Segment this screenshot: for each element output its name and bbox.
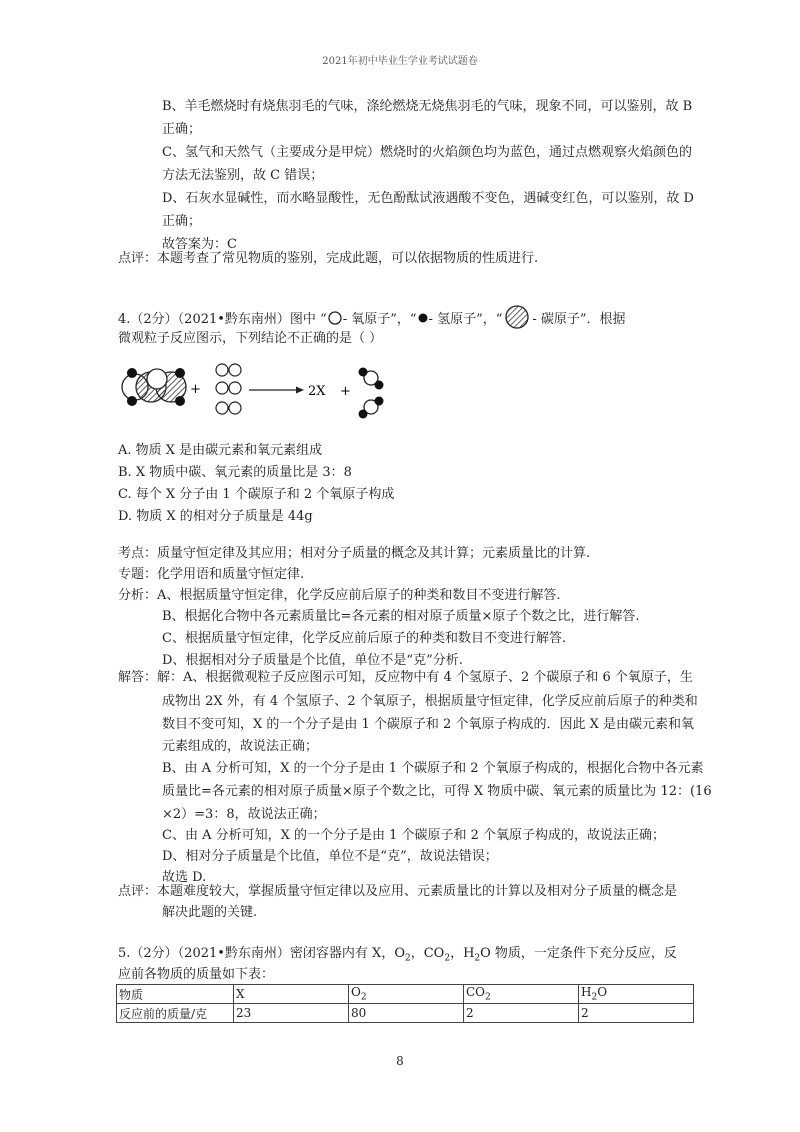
fenxi-label: 分析： <box>118 588 158 603</box>
prev-comment-text: 本题考查了常见物质的鉴别，完成此题，可以依据物质的性质进行. <box>157 251 539 266</box>
cell-co2: CO <box>466 985 486 1000</box>
oxygen-atom-icon <box>216 402 228 414</box>
q4-kaodian <box>118 545 590 563</box>
q4-jieda-line9: D、相对分子质量是个比值，单位不是“克”，故说法错误； <box>162 849 498 864</box>
q4-jieda-line5: B、由 A 分析可知，X 的一个分子是由 1 个碳原子和 2 个氧原子构成的，根据化合物中各元素 <box>162 761 704 776</box>
q4-dianping-line1 <box>118 883 677 901</box>
jieda-label: 解答： <box>118 670 158 685</box>
page-header: 2021年初中毕业生学业考试试题卷 <box>322 56 478 67</box>
table-cell: X <box>234 985 349 1004</box>
kaodian-text: 质量守恒定律及其应用；相对分子质量的概念及其计算；元素质量比的计算. <box>157 546 591 561</box>
table-cell: 物质 <box>117 985 234 1004</box>
prev-comment-label: 点评： <box>118 251 158 266</box>
q5-stem-part3: ，H <box>450 946 475 961</box>
hydrogen-atom-icon <box>359 368 368 377</box>
table-cell <box>349 985 464 1004</box>
q4-fenxi-c: C、根据质量守恒定律，化学反应前后原子的种类和数目不变进行解答. <box>162 631 567 646</box>
table-cell: 反应前的质量/克 <box>117 1004 234 1023</box>
oxygen-atom-icon <box>216 382 228 394</box>
table-row <box>117 1004 694 1023</box>
hydrogen-atom-icon <box>175 396 185 406</box>
oxygen-atom-icon <box>229 364 241 376</box>
hydrogen-atom-legend-icon <box>417 311 429 325</box>
oxygen-atom-icon <box>229 382 241 394</box>
cell-h2o-h: H <box>581 985 592 1000</box>
hydrogen-atom-icon <box>175 368 185 378</box>
dianping-text: 本题难度较大，掌握质量守恒定律以及应用、元素质量比的计算以及相对分子质量的概念是 <box>157 884 678 899</box>
q5-stem-part4: O 物质，一定条件下充分反应，反 <box>480 946 677 961</box>
cell-o2: O <box>351 985 361 1000</box>
hydrogen-atom-icon <box>359 410 368 419</box>
cell-sub: 2 <box>485 992 491 1003</box>
dianping-label: 点评： <box>118 884 158 899</box>
prev-d-line1: D、石灰水显碱性，而水略显酸性，无色酚酞试液遇酸不变色，遇碱变红色，可以鉴别，故 D <box>162 191 694 206</box>
prev-c-line2: 方法无法鉴别，故 C 错误； <box>162 168 324 183</box>
q5-sub: 2 <box>444 953 451 964</box>
zhuanti-text: 化学用语和质量守恒定律. <box>157 567 305 582</box>
prev-b-line1: B、羊毛燃烧时有烧焦羽毛的气味，涤纶燃烧无烧焦羽毛的气味，现象不同，可以鉴别，故 B <box>162 99 693 114</box>
table-cell <box>464 985 579 1004</box>
fenxi-a: A、根据质量守恒定律，化学反应前后原子的种类和数目不变进行解答. <box>157 588 561 603</box>
reaction-arrow <box>249 387 304 394</box>
reaction-diagram <box>118 363 398 433</box>
q4-option-c: C. 每个 X 分子由 1 个碳原子和 2 个氧原子构成 <box>118 487 395 502</box>
q4-dianping-line2: 解决此题的关键. <box>162 905 258 920</box>
q4-stem-part1: 4.（2分）（2021•黔东南州）图中 “ <box>118 312 327 327</box>
q4-fenxi-b: B、根据化合物中各元素质量比=各元素的相对原子质量×原子个数之比，进行解答. <box>162 609 640 624</box>
oxygen-atom-icon <box>229 402 241 414</box>
prev-b-line2: 正确； <box>162 122 202 137</box>
prev-comment <box>118 250 538 268</box>
prev-c-line1: C、氢气和天然气（主要成分是甲烷）燃烧时的火焰颜色均为蓝色，通过点燃观察火焰颜色的 <box>162 145 692 160</box>
zhuanti-label: 专题： <box>118 567 158 582</box>
hydrogen-atom-icon <box>127 396 137 406</box>
oxygen-atom-icon <box>216 364 228 376</box>
cell-h2o-o: O <box>597 985 608 1000</box>
plus-sign: + <box>340 384 351 399</box>
water-molecule <box>359 397 384 419</box>
oxygen-atom-icon <box>147 369 167 389</box>
q4-jieda-line10: 故选 D. <box>162 870 207 885</box>
q4-zhuanti <box>118 566 304 584</box>
table-cell: 80 <box>349 1004 464 1023</box>
q4-stem-part3: - 氢原子”，“ <box>428 312 503 327</box>
plus-sign: + <box>190 382 201 397</box>
q4-jieda-line2: 成物出 2X 外，有 4 个氢原子、2 个氧原子，根据质量守恒定律，化学反应前后原子的种类和 <box>162 694 698 709</box>
q4-stem-part4: - 碳原子”．根据 <box>532 312 626 327</box>
q4-stem-line1 <box>118 305 626 329</box>
table-cell: 2 <box>464 1004 579 1023</box>
table-cell <box>579 985 694 1004</box>
q4-jieda-line7: ×2）=3：8，故说法正确； <box>162 807 326 822</box>
q4-jieda-line1 <box>118 669 693 687</box>
q4-jieda-line3: 数目不变可知，X 的一个分子是由 1 个碳原子和 2 个氧原子构成的．因此 X 是由碳元素和氧 <box>162 717 694 732</box>
cell-sub: 2 <box>360 992 367 1003</box>
cell-sub: 2 <box>591 992 598 1003</box>
q5-stem-line1 <box>118 945 677 968</box>
q4-option-a: A. 物质 X 是由碳元素和氧元素组成 <box>118 443 323 458</box>
water-molecule <box>359 368 384 390</box>
oxygen-atom-legend-icon <box>327 311 343 325</box>
reactant-molecule-c2h4o2 <box>122 368 186 406</box>
table-cell: 2 <box>579 1004 694 1023</box>
q5-sub: 2 <box>404 953 411 964</box>
hydrogen-atom-icon <box>375 397 384 406</box>
prev-answer: 故答案为：C <box>162 237 237 252</box>
q5-sub: 2 <box>474 953 481 964</box>
hydrogen-atom-icon <box>127 368 137 378</box>
product-2x: 2X <box>308 384 326 399</box>
oxygen-molecules <box>216 364 241 414</box>
q4-fenxi-line1 <box>118 587 561 605</box>
q4-stem-line2: 微观粒子反应图示，下列结论不正确的是（ ） <box>118 331 383 346</box>
q5-stem-part2: ，CO <box>410 946 445 961</box>
q4-jieda-line8: C、由 A 分析可知，X 的一个分子是由 1 个碳原子和 2 个氧原子构成的，故说法正确； <box>162 828 666 843</box>
q4-option-b: B. X 物质中碳、氧元素的质量比是 3：8 <box>118 465 352 480</box>
page-number: 8 <box>396 1054 404 1068</box>
q4-jieda-line6: 质量比=各元素的相对原子质量×原子个数之比，可得 X 物质中碳、氧元素的质量比为 12：(16 <box>162 784 712 799</box>
kaodian-label: 考点： <box>118 546 158 561</box>
hydrogen-atom-icon <box>375 381 384 390</box>
table-row <box>117 985 694 1004</box>
q4-option-d: D. 物质 X 的相对分子质量是 44g <box>118 509 313 524</box>
q4-fenxi-d: D、根据相对分子质量是个比值，单位不是“克”分析. <box>162 653 463 668</box>
jieda-text: 解：A、根据微观粒子反应图示可知，反应物中有 4 个氢原子、2 个碳原子和 6 个氧原子，生 <box>157 670 693 685</box>
q5-stem-part1: 5.（2分）（2021•黔东南州）密闭容器内有 X，O <box>118 946 405 961</box>
carbon-atom-legend-icon <box>502 305 532 329</box>
q5-stem-line2: 应前各物质的质量如下表： <box>118 967 275 982</box>
q4-stem-part2: - 氧原子”，“ <box>342 312 417 327</box>
prev-d-line2: 正确； <box>162 214 202 229</box>
mass-table <box>116 984 694 1023</box>
q4-jieda-line4: 元素组成的，故说法正确； <box>162 739 319 754</box>
table-cell: 23 <box>234 1004 349 1023</box>
